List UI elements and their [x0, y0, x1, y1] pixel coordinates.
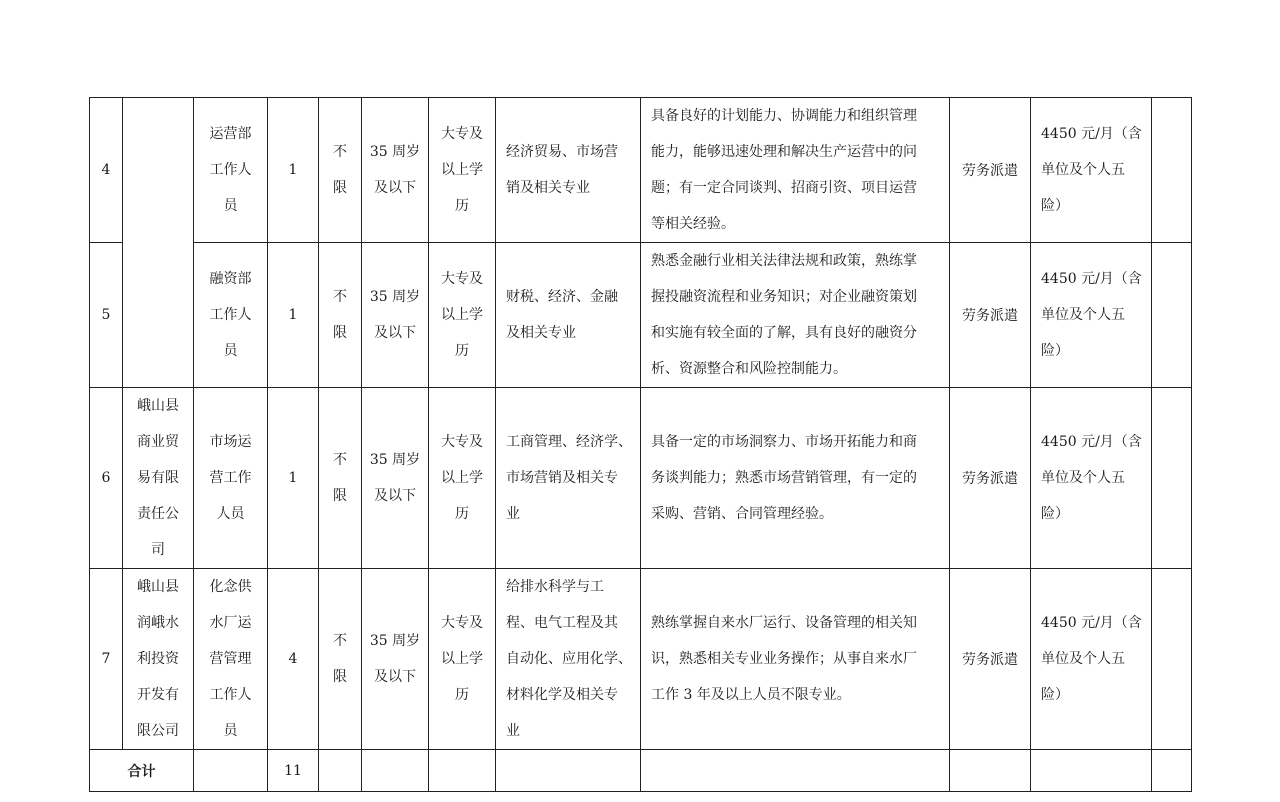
remark-cell: [1152, 569, 1192, 750]
count-cell: 1: [268, 98, 319, 243]
empty-cell: [429, 750, 496, 792]
empty-cell: [950, 750, 1031, 792]
table-row: [90, 243, 1192, 388]
salary-cell: 4450 元/月（含 单位及个人五 险）: [1031, 98, 1152, 243]
age-cell: 35 周岁 及以下: [362, 569, 429, 750]
table-row: [90, 569, 1192, 750]
empty-cell: [641, 750, 950, 792]
empty-cell: [1031, 750, 1152, 792]
company-cell: 峨山县 润峨水 利投资 开发有 限公司: [123, 569, 194, 750]
empty-cell: [194, 750, 268, 792]
empty-cell: [362, 750, 429, 792]
table-row: [90, 98, 1192, 243]
count-cell: 4: [268, 569, 319, 750]
education-cell: 大专及 以上学 历: [429, 388, 496, 569]
education-cell: 大专及 以上学 历: [429, 98, 496, 243]
gender-cell: 不 限: [319, 98, 362, 243]
employment-form-cell: 劳务派遣: [950, 569, 1031, 750]
age-cell: 35 周岁 及以下: [362, 388, 429, 569]
position-cell: 融资部 工作人 员: [194, 243, 268, 388]
total-count: 11: [268, 750, 319, 792]
salary-cell: 4450 元/月（含 单位及个人五 险）: [1031, 569, 1152, 750]
count-cell: 1: [268, 243, 319, 388]
empty-cell: [1152, 750, 1192, 792]
major-cell: 工商管理、经济学、 市场营销及相关专 业: [496, 388, 641, 569]
remark-cell: [1152, 98, 1192, 243]
position-cell: 市场运 营工作 人员: [194, 388, 268, 569]
position-cell: 化念供 水厂运 营管理 工作人 员: [194, 569, 268, 750]
major-cell: 给排水科学与工 程、电气工程及其 自动化、应用化学、 材料化学及相关专 业: [496, 569, 641, 750]
requirement-cell: 具备良好的计划能力、协调能力和组织管理 能力，能够迅速处理和解决生产运营中的问 题；有一定合同谈判、招商引资、项目运营 等相关经验。: [641, 98, 950, 243]
age-cell: 35 周岁 及以下: [362, 98, 429, 243]
age-cell: 35 周岁 及以下: [362, 243, 429, 388]
count-cell: 1: [268, 388, 319, 569]
employment-form-cell: 劳务派遣: [950, 388, 1031, 569]
education-cell: 大专及 以上学 历: [429, 569, 496, 750]
row-number: 7: [90, 569, 123, 750]
requirement-cell: 熟练掌握自来水厂运行、设备管理的相关知 识，熟悉相关专业业务操作；从事自来水厂 工作 3 年及以上人员不限专业。: [641, 569, 950, 750]
employment-form-cell: 劳务派遣: [950, 243, 1031, 388]
remark-cell: [1152, 243, 1192, 388]
table-row: [90, 388, 1192, 569]
salary-cell: 4450 元/月（含 单位及个人五 险）: [1031, 243, 1152, 388]
education-cell: 大专及 以上学 历: [429, 243, 496, 388]
gender-cell: 不 限: [319, 243, 362, 388]
position-cell: 运营部 工作人 员: [194, 98, 268, 243]
recruitment-table: [89, 97, 1192, 792]
major-cell: 经济贸易、市场营 销及相关专业: [496, 98, 641, 243]
row-number: 6: [90, 388, 123, 569]
company-cell: 峨山县 商业贸 易有限 责任公 司: [123, 388, 194, 569]
remark-cell: [1152, 388, 1192, 569]
empty-cell: [319, 750, 362, 792]
company-cell: [123, 98, 194, 388]
requirement-cell: 具备一定的市场洞察力、市场开拓能力和商 务谈判能力；熟悉市场营销管理，有一定的 采购、营销、合同管理经验。: [641, 388, 950, 569]
row-number: 5: [90, 243, 123, 388]
gender-cell: 不 限: [319, 388, 362, 569]
employment-form-cell: 劳务派遣: [950, 98, 1031, 243]
salary-cell: 4450 元/月（含 单位及个人五 险）: [1031, 388, 1152, 569]
total-row: [90, 750, 1192, 792]
gender-cell: 不 限: [319, 569, 362, 750]
empty-cell: [496, 750, 641, 792]
total-label: 合计: [90, 750, 194, 792]
requirement-cell: 熟悉金融行业相关法律法规和政策，熟练掌 握投融资流程和业务知识；对企业融资策划 和实施有较全面的了解，具有良好的融资分 析、资源整合和风险控制能力。: [641, 243, 950, 388]
row-number: 4: [90, 98, 123, 243]
major-cell: 财税、经济、金融 及相关专业: [496, 243, 641, 388]
